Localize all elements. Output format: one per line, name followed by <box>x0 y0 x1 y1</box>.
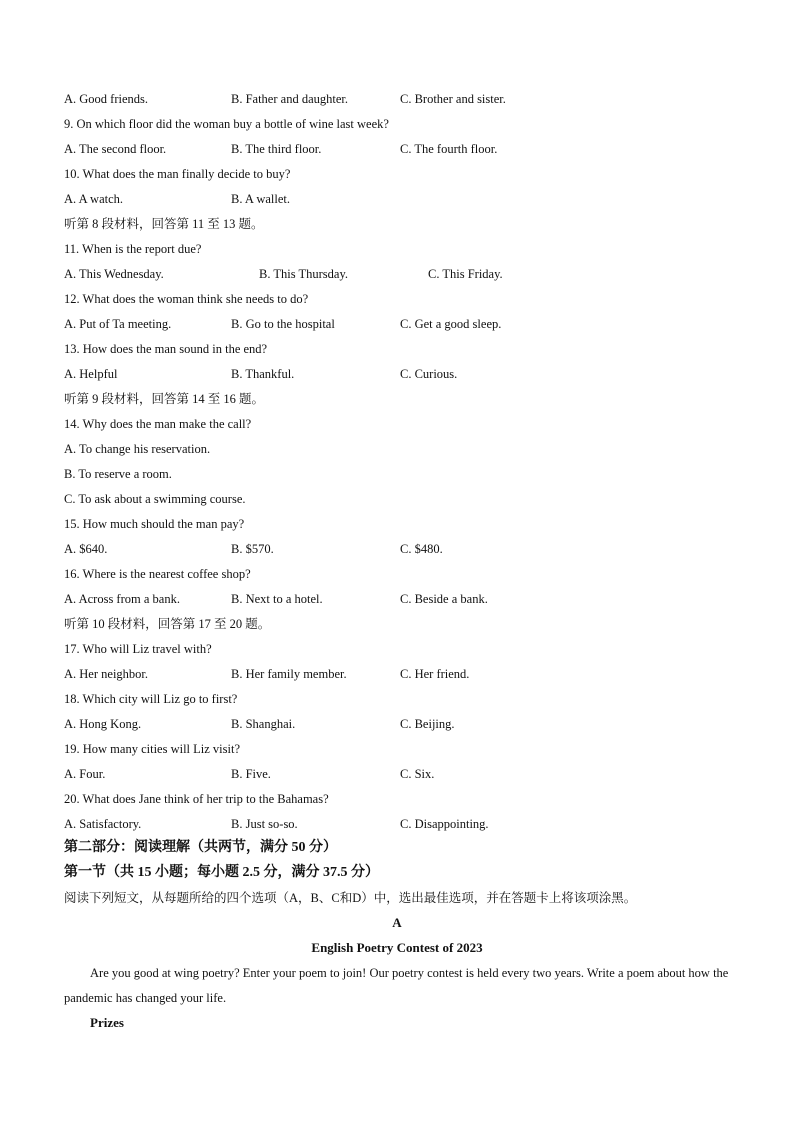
question-line: 听第 10 段材料，回答第 17 至 20 题。 <box>64 617 271 631</box>
answer-option: C. Get a good sleep. <box>400 317 502 331</box>
answer-option: A. Satisfactory. <box>64 817 142 831</box>
answer-option: C. Beside a bank. <box>400 592 488 606</box>
question-line: A. To change his reservation. <box>64 442 211 456</box>
answer-option: A. This Wednesday. <box>64 267 164 281</box>
question-line: 听第 8 段材料，回答第 11 至 13 题。 <box>64 217 264 231</box>
question-line: 17. Who will Liz travel with? <box>64 642 212 656</box>
question-line: C. To ask about a swimming course. <box>64 492 246 506</box>
section-one-heading: 第一节（共 15 小题；每小题 2.5 分，满分 37.5 分） <box>64 865 379 880</box>
answer-option: A. A watch. <box>64 192 124 206</box>
question-line: 18. Which city will Liz go to first? <box>64 692 238 706</box>
question-line: 10. What does the man finally decide to buy? <box>64 167 291 181</box>
answer-option: A. Good friends. <box>64 92 149 106</box>
answer-option: C. Disappointing. <box>400 817 489 831</box>
answer-option: B. Shanghai. <box>231 717 296 731</box>
answer-option: A. Hong Kong. <box>64 717 142 731</box>
question-line: 16. Where is the nearest coffee shop? <box>64 567 251 581</box>
answer-option: B. Father and daughter. <box>231 92 348 106</box>
answer-option: A. Four. <box>64 767 106 781</box>
prizes-heading: Prizes <box>90 1015 124 1030</box>
answer-option: C. This Friday. <box>428 267 503 281</box>
answer-option: C. Six. <box>400 767 435 781</box>
answer-option: B. Next to a hotel. <box>231 592 323 606</box>
instructions-text: 阅读下列短文，从每题所给的四个选项（A，B、C和D）中，选出最佳选项，并在答题卡上将该项涂黑。 <box>64 891 637 905</box>
passage-letter: A <box>392 915 402 930</box>
answer-option: B. $570. <box>231 542 274 556</box>
answer-option: B. The third floor. <box>231 142 322 156</box>
passage-paragraph: Are you good at wing poetry? Enter your poem to join! Our poetry contest is held every two years. Write a poem about how the pandemic has changed your life. <box>64 966 729 1005</box>
question-line: 14. Why does the man make the call? <box>64 417 252 431</box>
answer-option: A. Helpful <box>64 367 118 381</box>
question-line: 9. On which floor did the woman buy a bottle of wine last week? <box>64 117 389 131</box>
answer-option: B. This Thursday. <box>259 267 349 281</box>
answer-option: A. $640. <box>64 542 108 556</box>
question-line: B. To reserve a room. <box>64 467 172 481</box>
answer-option: C. Her friend. <box>400 667 470 681</box>
passage-title: English Poetry Contest of 2023 <box>311 940 483 955</box>
answer-option: B. Just so-so. <box>231 817 298 831</box>
answer-option: B. Go to the hospital <box>231 317 335 331</box>
question-line: 19. How many cities will Liz visit? <box>64 742 241 756</box>
question-line: 听第 9 段材料，回答第 14 至 16 题。 <box>64 392 265 406</box>
answer-option: B. Thankful. <box>231 367 295 381</box>
answer-option: A. Put of Ta meeting. <box>64 317 172 331</box>
answer-option: A. Across from a bank. <box>64 592 180 606</box>
answer-option: B. A wallet. <box>231 192 291 206</box>
question-line: 12. What does the woman think she needs to do? <box>64 292 309 306</box>
answer-option: B. Her family member. <box>231 667 347 681</box>
question-line: 15. How much should the man pay? <box>64 517 245 531</box>
answer-option: A. The second floor. <box>64 142 167 156</box>
answer-option: C. Brother and sister. <box>400 92 506 106</box>
question-line: 11. When is the report due? <box>64 242 202 256</box>
answer-option: B. Five. <box>231 767 271 781</box>
answer-option: A. Her neighbor. <box>64 667 149 681</box>
question-line: 13. How does the man sound in the end? <box>64 342 268 356</box>
answer-option: C. Beijing. <box>400 717 455 731</box>
answer-option: C. $480. <box>400 542 443 556</box>
question-line: 20. What does Jane think of her trip to the Bahamas? <box>64 792 329 806</box>
answer-option: C. The fourth floor. <box>400 142 498 156</box>
answer-option: C. Curious. <box>400 367 458 381</box>
section-part-heading: 第二部分：阅读理解（共两节，满分 50 分） <box>64 840 337 855</box>
